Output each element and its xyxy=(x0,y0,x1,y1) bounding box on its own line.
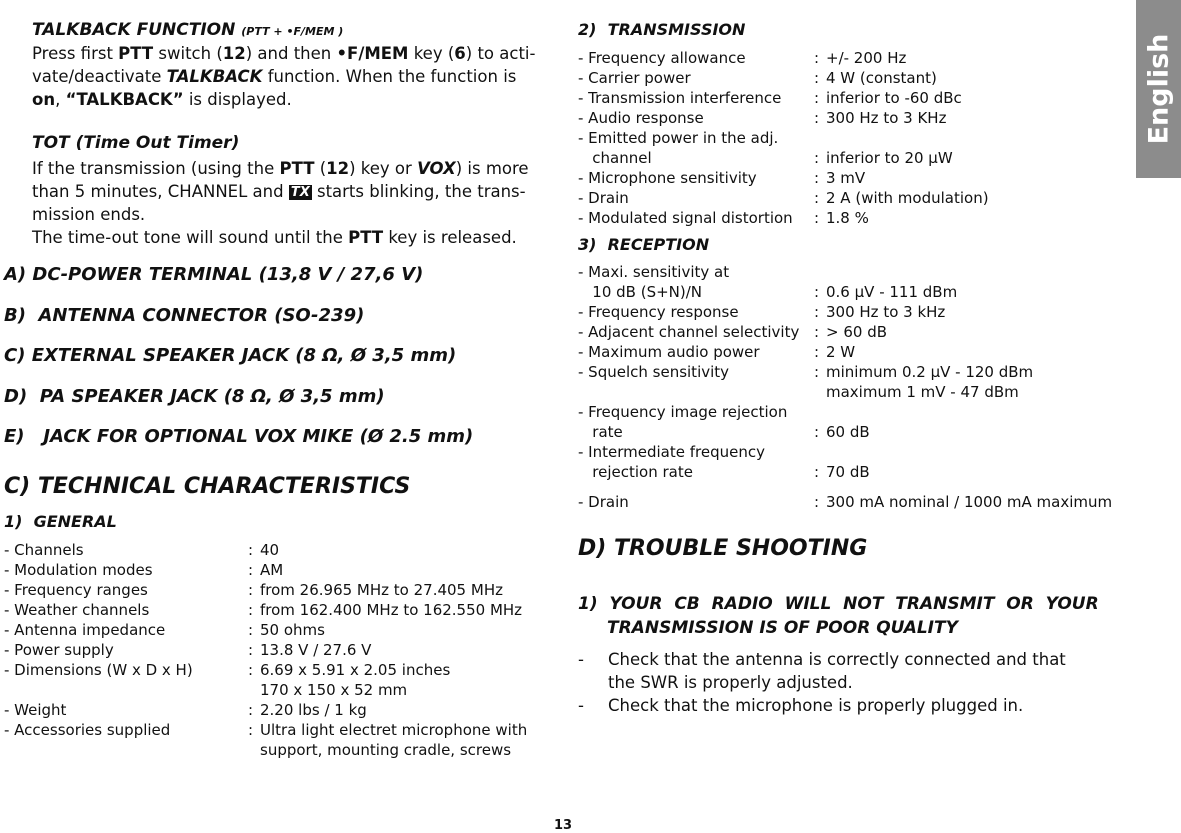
tx-icon: TX xyxy=(290,185,310,200)
trouble-item-text xyxy=(608,694,1023,717)
spec-value-line: +/- 200 Hz xyxy=(826,49,907,67)
colon: : xyxy=(248,641,254,659)
spec-label-line: - Weather channels xyxy=(4,601,150,619)
spec-row xyxy=(578,302,1133,322)
spec-value xyxy=(826,262,957,302)
colon: : xyxy=(814,149,820,167)
spec-label-line: rejection rate xyxy=(578,463,693,481)
spec-value xyxy=(260,540,279,560)
transmission-table xyxy=(578,48,1128,228)
spec-value-line: 70 dB xyxy=(826,463,870,481)
spec-label-line: rate xyxy=(578,423,623,441)
spec-value-line: inferior to -60 dBc xyxy=(826,89,962,107)
trouble-section xyxy=(578,592,1124,717)
reception-title: 3) RECEPTION xyxy=(578,235,710,254)
spec-label-line: - Drain xyxy=(578,189,629,207)
spec-row xyxy=(578,188,1128,208)
spec-value xyxy=(826,208,869,228)
spec-value-line: maximum 1 mV - 47 dBm xyxy=(826,383,1019,401)
colon: : xyxy=(814,189,820,207)
spec-row xyxy=(4,660,549,700)
spec-label xyxy=(4,600,248,620)
text: vate/deactivate xyxy=(32,67,162,86)
spec-label-line: - Frequency image rejection xyxy=(578,403,788,421)
connector-b: B) ANTENNA CONNECTOR (SO-239) xyxy=(4,305,365,326)
spec-value xyxy=(826,128,953,168)
colon: : xyxy=(814,69,820,87)
colon: : xyxy=(814,463,820,481)
trouble-title: D) TROUBLE SHOOTING xyxy=(578,536,868,561)
spec-value xyxy=(826,188,989,208)
spec-label-line: 10 dB (S+N)/N xyxy=(578,283,703,301)
colon: : xyxy=(814,283,820,301)
spec-row xyxy=(4,720,549,760)
spec-value xyxy=(260,640,371,660)
spec-value-line: 2.20 lbs / 1 kg xyxy=(260,701,367,719)
ref-number: 6 xyxy=(454,44,466,63)
spec-label xyxy=(4,620,248,640)
text: than 5 minutes, CHANNEL and xyxy=(32,182,284,201)
text: is displayed. xyxy=(188,90,292,109)
spec-value-line: support, mounting cradle, screws xyxy=(260,741,512,759)
spec-label xyxy=(578,322,814,342)
spec-label xyxy=(4,700,248,720)
spec-value-line: 60 dB xyxy=(826,423,870,441)
colon: : xyxy=(248,661,254,679)
spec-value xyxy=(260,600,522,620)
text: function. When the function is xyxy=(267,67,517,86)
colon: : xyxy=(814,209,820,227)
talkback-title xyxy=(32,20,552,40)
spec-label-line: - Frequency ranges xyxy=(4,581,148,599)
colon: : xyxy=(814,49,820,67)
spec-value xyxy=(826,48,906,68)
colon: : xyxy=(248,601,254,619)
colon: : xyxy=(814,89,820,107)
spec-label xyxy=(578,402,814,442)
spec-value xyxy=(826,402,870,442)
spec-label xyxy=(4,560,248,580)
spec-value xyxy=(260,580,503,600)
spec-label xyxy=(578,188,814,208)
spec-value xyxy=(260,700,367,720)
text: , xyxy=(55,90,61,109)
spec-label xyxy=(578,302,814,322)
text: ( xyxy=(319,159,327,178)
talkback-title-text: TALKBACK FUNCTION xyxy=(32,20,236,40)
spec-label-line: - Transmission interference xyxy=(578,89,782,107)
connector-c: C) EXTERNAL SPEAKER JACK (8 Ω, Ø 3,5 mm) xyxy=(4,345,457,366)
general-title: 1) GENERAL xyxy=(4,512,117,531)
colon: : xyxy=(814,303,820,321)
spec-row xyxy=(4,540,549,560)
colon: : xyxy=(814,493,820,511)
spec-label xyxy=(4,720,248,760)
spec-label xyxy=(578,208,814,228)
colon: : xyxy=(248,721,254,739)
spec-value xyxy=(826,322,887,342)
spec-label-line: - Frequency response xyxy=(578,303,739,321)
trouble-sub-1: 1) YOUR CB RADIO WILL NOT TRANSMIT OR YOUR xyxy=(578,594,1099,614)
text: switch ( xyxy=(158,44,223,63)
spec-value xyxy=(826,492,1112,512)
bullet-dash: - xyxy=(578,650,584,669)
ref-number: 12 xyxy=(326,159,350,178)
text: ) is more xyxy=(455,159,529,178)
spec-row xyxy=(4,700,549,720)
spec-row xyxy=(4,600,549,620)
ptt-key: PTT xyxy=(279,159,315,178)
spec-row xyxy=(578,108,1128,128)
spec-row xyxy=(578,208,1128,228)
spec-value-line: 50 ohms xyxy=(260,621,325,639)
spec-row xyxy=(578,128,1128,168)
spec-value-line: 4 W (constant) xyxy=(826,69,937,87)
spec-value xyxy=(260,720,527,760)
spec-label xyxy=(4,660,248,700)
spec-label xyxy=(4,540,248,560)
spec-value xyxy=(260,620,325,640)
talkback-section xyxy=(32,20,552,111)
trouble-item xyxy=(578,648,1124,694)
text: key ( xyxy=(413,44,455,63)
text: ) and then xyxy=(245,44,332,63)
spec-label xyxy=(578,262,814,302)
connector-a: A) DC-POWER TERMINAL (13,8 V / 27,6 V) xyxy=(4,264,424,285)
spec-row xyxy=(578,262,1133,302)
trouble-line: the SWR is properly adjusted. xyxy=(608,673,853,692)
spec-label-line: - Audio response xyxy=(578,109,704,127)
text: ) key or xyxy=(349,159,412,178)
vox-word: VOX xyxy=(417,159,456,178)
spec-label-line: - Adjacent channel selectivity xyxy=(578,323,800,341)
spec-label-line: - Accessories supplied xyxy=(4,721,171,739)
spec-value-line: 300 Hz to 3 KHz xyxy=(826,109,947,127)
spec-value xyxy=(826,362,1033,402)
spec-value-line: 3 mV xyxy=(826,169,866,187)
colon: : xyxy=(814,323,820,341)
fmem-key: •F/MEM xyxy=(336,44,409,63)
tot-title: TOT (Time Out Timer) xyxy=(32,133,240,153)
spec-value xyxy=(826,442,870,482)
colon: : xyxy=(248,701,254,719)
spec-value xyxy=(260,660,450,700)
spec-label-line: channel xyxy=(578,149,652,167)
spec-label xyxy=(578,492,814,512)
spec-label xyxy=(4,580,248,600)
spec-value xyxy=(826,302,945,322)
ptt-key: PTT xyxy=(348,228,384,247)
spec-value-line: from 162.400 MHz to 162.550 MHz xyxy=(260,601,523,619)
on-word: on xyxy=(32,90,56,109)
general-table xyxy=(4,540,549,760)
spec-row xyxy=(578,342,1133,362)
spec-label xyxy=(4,640,248,660)
connector-d: D) PA SPEAKER JACK (8 Ω, Ø 3,5 mm) xyxy=(4,386,385,407)
spec-label-line: - Dimensions (W x D x H) xyxy=(4,661,193,679)
trouble-item xyxy=(578,694,1124,717)
spec-row xyxy=(578,168,1128,188)
spec-row xyxy=(4,620,549,640)
text: ) to acti- xyxy=(465,44,536,63)
spec-label-line: - Modulation modes xyxy=(4,561,153,579)
spec-value-line: Ultra light electret microphone with xyxy=(260,721,528,739)
colon: : xyxy=(248,541,254,559)
colon: : xyxy=(814,423,820,441)
text: mission ends. xyxy=(32,205,146,224)
spec-value xyxy=(826,88,962,108)
tech-title: C) TECHNICAL CHARACTERISTICS xyxy=(4,474,411,499)
trouble-line: Check that the microphone is properly plugged in. xyxy=(608,696,1024,715)
spec-label xyxy=(578,108,814,128)
spec-row xyxy=(4,580,549,600)
trouble-sub-2: TRANSMISSION IS OF POOR QUALITY xyxy=(607,618,958,638)
spec-row xyxy=(4,560,549,580)
bullet-dash: - xyxy=(578,696,584,715)
spec-value-line: 6.69 x 5.91 x 2.05 inches xyxy=(260,661,451,679)
language-tab-label: English xyxy=(1143,33,1174,145)
spec-row xyxy=(578,68,1128,88)
spec-value-line: inferior to 20 µW xyxy=(826,149,953,167)
spec-label xyxy=(578,128,814,168)
spec-value-line: 2 A (with modulation) xyxy=(826,189,989,207)
spec-label-line: - Power supply xyxy=(4,641,114,659)
colon: : xyxy=(248,581,254,599)
spec-value-line: 170 x 150 x 52 mm xyxy=(260,681,408,699)
spec-label xyxy=(578,342,814,362)
spec-row xyxy=(578,48,1128,68)
ptt-key: PTT xyxy=(118,44,154,63)
spec-row xyxy=(578,402,1133,442)
spec-label-line: - Modulated signal distortion xyxy=(578,209,793,227)
spec-value-line: 2 W xyxy=(826,343,856,361)
spec-label xyxy=(578,168,814,188)
talkback-body xyxy=(32,42,552,111)
talkback-word: TALKBACK xyxy=(166,67,263,86)
spec-label-line: - Carrier power xyxy=(578,69,691,87)
spec-label-line: - Maximum audio power xyxy=(578,343,760,361)
spec-value-line: 0.6 µV - 111 dBm xyxy=(826,283,958,301)
spec-value xyxy=(826,68,937,88)
spec-label-line: - Squelch sensitivity xyxy=(578,363,730,381)
spec-label-line: - Emitted power in the adj. xyxy=(578,129,779,147)
spec-label-line: - Intermediate frequency xyxy=(578,443,765,461)
trouble-item-text xyxy=(608,648,1066,694)
spec-value-line: AM xyxy=(260,561,284,579)
transmission-title: 2) TRANSMISSION xyxy=(578,20,746,39)
ref-number: 12 xyxy=(222,44,246,63)
spec-label-line: - Frequency allowance xyxy=(578,49,746,67)
text: If the transmission (using the xyxy=(32,159,275,178)
spec-row xyxy=(4,640,549,660)
spec-value xyxy=(826,342,855,362)
colon: : xyxy=(814,169,820,187)
talkback-title-sub: (PTT + •F/MEM ) xyxy=(241,25,344,38)
trouble-line: Check that the antenna is correctly connected and that xyxy=(608,650,1066,669)
spec-label-line: - Weight xyxy=(4,701,67,719)
spec-row xyxy=(578,88,1128,108)
spec-label-line: - Microphone sensitivity xyxy=(578,169,757,187)
tot-body xyxy=(32,157,552,249)
colon: : xyxy=(814,109,820,127)
spec-value-line: 1.8 % xyxy=(826,209,869,227)
spec-value-line: 40 xyxy=(260,541,280,559)
spec-label-line: - Channels xyxy=(4,541,84,559)
spec-value xyxy=(260,560,283,580)
spec-value-line: 300 Hz to 3 kHz xyxy=(826,303,946,321)
reception-table xyxy=(578,262,1133,512)
spec-label xyxy=(578,88,814,108)
spec-row xyxy=(578,442,1133,482)
spec-label xyxy=(578,48,814,68)
spec-label xyxy=(578,362,814,402)
text: key is released. xyxy=(388,228,517,247)
text: Press first xyxy=(32,44,113,63)
spec-value-line: from 26.965 MHz to 27.405 MHz xyxy=(260,581,503,599)
connector-e: E) JACK FOR OPTIONAL VOX MIKE (Ø 2.5 mm) xyxy=(4,426,474,447)
text: starts blinking, the trans- xyxy=(316,182,526,201)
spec-value xyxy=(826,108,946,128)
spec-row xyxy=(578,322,1133,342)
spec-value-line: 300 mA nominal / 1000 mA maximum xyxy=(826,493,1113,511)
spec-value-line: minimum 0.2 µV - 120 dBm xyxy=(826,363,1034,381)
spec-label-line: - Maxi. sensitivity at xyxy=(578,263,730,281)
display-word: “TALKBACK” xyxy=(65,90,184,109)
colon: : xyxy=(248,561,254,579)
spec-label xyxy=(578,68,814,88)
text: The time-out tone will sound until the xyxy=(32,228,343,247)
colon: : xyxy=(248,621,254,639)
trouble-list xyxy=(578,648,1124,717)
spec-value-line: > 60 dB xyxy=(826,323,888,341)
spec-label xyxy=(578,442,814,482)
spec-value xyxy=(826,168,865,188)
colon: : xyxy=(814,363,820,381)
tot-section xyxy=(32,133,552,249)
colon: : xyxy=(814,343,820,361)
spec-value-line: 13.8 V / 27.6 V xyxy=(260,641,372,659)
spec-row xyxy=(578,492,1133,512)
language-tab xyxy=(1136,0,1181,178)
spec-label-line: - Antenna impedance xyxy=(4,621,166,639)
spec-label-line: - Drain xyxy=(578,493,629,511)
spec-row xyxy=(578,362,1133,402)
page-number: 13 xyxy=(553,818,573,833)
